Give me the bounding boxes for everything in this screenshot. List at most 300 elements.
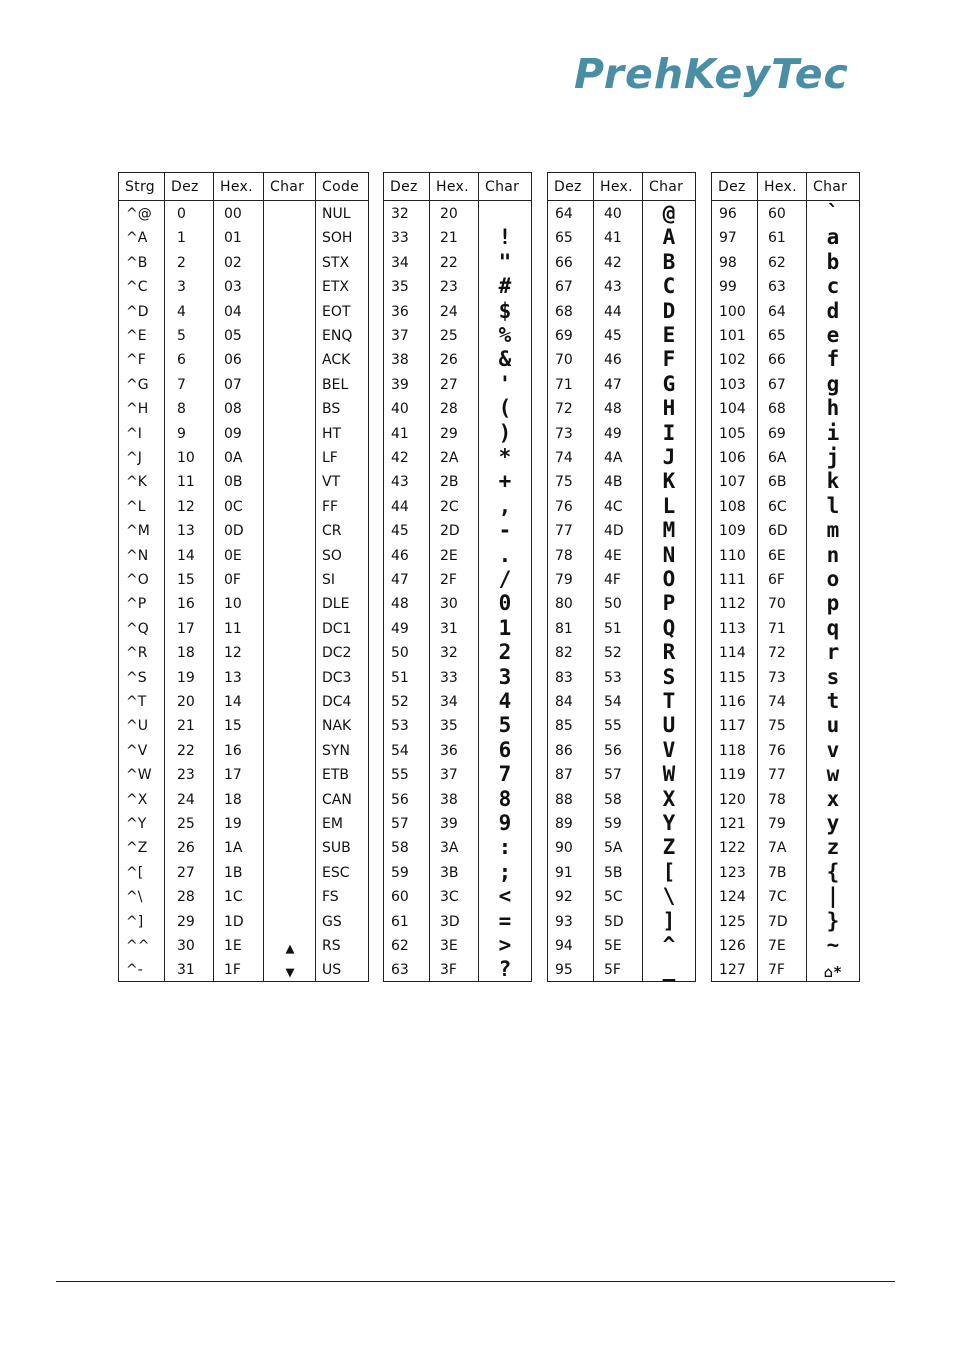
hex-cell: 4A [604, 450, 623, 466]
char-glyph: , [498, 493, 512, 518]
hex-cell: 56 [604, 742, 622, 759]
dez-cell: 38 [391, 352, 409, 369]
table-row [712, 495, 859, 519]
column-header: Dez [171, 179, 199, 195]
hex-cell: 57 [604, 767, 622, 784]
table-row [384, 348, 531, 372]
code-cell: SI [322, 572, 336, 588]
hex-cell: 3C [440, 889, 459, 906]
char-glyph: ` [826, 201, 840, 225]
hex-cell: 49 [604, 425, 622, 442]
dez-cell: 119 [719, 767, 746, 784]
hex-cell: 4C [604, 498, 623, 515]
ascii-table-4 [711, 172, 860, 982]
char-glyph: ! [498, 225, 512, 250]
char-glyph: ▲ [285, 939, 295, 957]
hex-cell: 3B [440, 864, 459, 881]
hex-cell: 79 [768, 816, 786, 832]
dez-cell: 20 [177, 694, 195, 710]
strg-cell: ^E [126, 328, 147, 344]
column-header: Dez [718, 179, 746, 195]
hex-cell: 2C [440, 498, 459, 515]
dez-cell: 32 [391, 206, 409, 222]
dez-cell: 15 [177, 572, 195, 588]
hex-cell: 59 [604, 816, 622, 832]
char-glyph: K [662, 469, 676, 494]
char-glyph: M [662, 518, 676, 543]
code-cell: SOH [322, 230, 353, 247]
hex-cell: 5F [604, 962, 621, 979]
char-glyph: 1 [498, 615, 512, 640]
char-glyph: b [826, 249, 840, 274]
char-glyph: g [826, 371, 840, 396]
hex-cell: 1C [224, 889, 243, 906]
dez-cell: 114 [719, 645, 746, 662]
table-header [384, 173, 531, 201]
column-header: Char [270, 179, 305, 195]
table-row [548, 275, 695, 299]
hex-cell: 73 [768, 669, 786, 686]
dez-cell: 88 [555, 791, 573, 808]
table-row [712, 446, 859, 470]
table-row [119, 568, 368, 592]
char-glyph: Z [662, 835, 676, 860]
strg-cell: ^[ [126, 864, 144, 881]
table-row [548, 861, 695, 885]
dez-cell: 100 [719, 303, 746, 320]
strg-cell: ^J [126, 450, 142, 466]
hex-cell: 37 [440, 767, 458, 784]
hex-cell: 1D [224, 913, 244, 930]
table-row [384, 934, 531, 958]
char-glyph: 2 [498, 640, 512, 665]
strg-cell: ^F [126, 352, 146, 369]
dez-cell: 123 [719, 864, 746, 881]
dez-cell: 124 [719, 889, 746, 906]
dez-cell: 10 [177, 450, 195, 466]
table-row [548, 226, 695, 250]
dez-cell: 103 [719, 376, 746, 393]
table-row [712, 714, 859, 738]
table-row [548, 910, 695, 934]
hex-cell: 36 [440, 742, 458, 759]
dez-cell: 18 [177, 645, 195, 662]
dez-cell: 42 [391, 450, 409, 466]
dez-cell: 85 [555, 718, 573, 735]
table-row [548, 617, 695, 641]
table-row [384, 958, 531, 982]
char-glyph: s [826, 664, 840, 689]
hex-cell: 5B [604, 864, 623, 881]
table-row [384, 788, 531, 812]
table-header [712, 173, 859, 201]
char-glyph: h [826, 396, 840, 421]
dez-cell: 127 [719, 962, 746, 979]
char-glyph: N [662, 542, 676, 567]
dez-cell: 1 [177, 230, 186, 247]
char-glyph: S [662, 664, 676, 689]
table-row [119, 324, 368, 348]
dez-cell: 122 [719, 840, 746, 857]
hex-cell: 13 [224, 669, 242, 686]
hex-cell: 30 [440, 596, 458, 613]
hex-cell: 74 [768, 694, 786, 710]
code-cell: SUB [322, 840, 351, 857]
strg-cell: ^L [126, 498, 146, 515]
dez-cell: 108 [719, 498, 746, 515]
dez-cell: 51 [391, 669, 409, 686]
code-cell: LF [322, 450, 338, 466]
table-row [712, 519, 859, 543]
table-row [384, 812, 531, 836]
hex-cell: 23 [440, 279, 458, 296]
hex-cell: 51 [604, 620, 622, 637]
table-row [119, 397, 368, 421]
ascii-table-1 [118, 172, 369, 982]
hex-cell: 05 [224, 328, 242, 344]
char-glyph: ▼ [285, 963, 295, 982]
strg-cell: ^- [126, 962, 143, 979]
column-header: Char [649, 179, 684, 195]
dez-cell: 30 [177, 938, 195, 954]
dez-cell: 113 [719, 620, 746, 637]
hex-cell: 19 [224, 816, 242, 832]
table-body [119, 201, 368, 981]
table-row [119, 251, 368, 275]
char-glyph: { [826, 859, 840, 884]
hex-cell: 26 [440, 352, 458, 369]
column-header: Hex. [764, 179, 797, 195]
hex-cell: 77 [768, 767, 786, 784]
dez-cell: 81 [555, 620, 573, 637]
table-row [712, 836, 859, 860]
table-row [548, 446, 695, 470]
code-cell: VT [322, 474, 341, 491]
char-glyph: F [662, 347, 676, 372]
strg-cell: ^] [126, 913, 144, 930]
strg-cell: ^Z [126, 840, 148, 857]
char-glyph: ' [498, 371, 512, 396]
hex-cell: 4E [604, 547, 622, 564]
hex-cell: 21 [440, 230, 458, 247]
table-row [119, 422, 368, 446]
dez-cell: 49 [391, 620, 409, 637]
table-row [384, 495, 531, 519]
dez-cell: 66 [555, 254, 573, 271]
char-glyph: L [662, 493, 676, 518]
dez-cell: 84 [555, 694, 573, 710]
table-row [384, 836, 531, 860]
code-cell: DC2 [322, 645, 352, 662]
dez-cell: 93 [555, 913, 573, 930]
char-glyph: ⌂* [823, 963, 843, 982]
dez-cell: 75 [555, 474, 573, 491]
hex-cell: 06 [224, 352, 242, 369]
hex-cell: 6B [768, 474, 787, 491]
dez-cell: 41 [391, 425, 409, 442]
dez-cell: 80 [555, 596, 573, 613]
code-cell: EM [322, 816, 343, 832]
table-row [384, 641, 531, 665]
char-glyph: . [498, 542, 512, 567]
hex-cell: 17 [224, 767, 242, 784]
hex-cell: 58 [604, 791, 622, 808]
code-cell: ACK [322, 352, 351, 369]
table-row [548, 324, 695, 348]
hex-cell: 71 [768, 620, 786, 637]
char-glyph: > [498, 933, 512, 957]
table-row [119, 690, 368, 714]
dez-cell: 36 [391, 303, 409, 320]
char-glyph: G [662, 371, 676, 396]
hex-cell: 28 [440, 401, 458, 418]
strg-cell: ^T [126, 694, 147, 710]
char-glyph: 3 [498, 664, 512, 689]
table-row [384, 226, 531, 250]
hex-cell: 1A [224, 840, 243, 857]
table-row [119, 934, 368, 958]
hex-cell: 53 [604, 669, 622, 686]
dez-cell: 95 [555, 962, 573, 979]
char-glyph: ? [498, 957, 512, 982]
char-glyph: U [662, 713, 676, 738]
hex-cell: 7E [768, 938, 786, 954]
table-row [119, 958, 368, 982]
table-body [548, 201, 695, 981]
hex-cell: 6E [768, 547, 786, 564]
table-row [712, 397, 859, 421]
hex-cell: 50 [604, 596, 622, 613]
table-row [712, 226, 859, 250]
table-row [712, 324, 859, 348]
char-glyph: Y [662, 811, 676, 835]
table-row [712, 690, 859, 714]
column-header: Hex. [600, 179, 633, 195]
char-glyph: = [498, 908, 512, 933]
table-row [712, 568, 859, 592]
char-glyph: 0 [498, 591, 512, 616]
dez-cell: 111 [719, 572, 746, 588]
hex-cell: 2A [440, 450, 459, 466]
hex-cell: 0A [224, 450, 243, 466]
table-row [119, 910, 368, 934]
code-cell: ENQ [322, 328, 353, 344]
hex-cell: 7B [768, 864, 787, 881]
table-body [384, 201, 531, 981]
hex-cell: 60 [768, 206, 786, 222]
hex-cell: 6C [768, 498, 787, 515]
dez-cell: 125 [719, 913, 746, 930]
dez-cell: 45 [391, 523, 409, 540]
char-glyph: d [826, 298, 840, 323]
hex-cell: 55 [604, 718, 622, 735]
column-header: Dez [554, 179, 582, 195]
table-row [384, 861, 531, 885]
table-row [384, 617, 531, 641]
hex-cell: 65 [768, 328, 786, 344]
hex-cell: 38 [440, 791, 458, 808]
char-glyph: ( [498, 396, 512, 421]
dez-cell: 106 [719, 450, 746, 466]
strg-cell: ^R [126, 645, 148, 662]
table-row [548, 690, 695, 714]
code-cell: SYN [322, 742, 350, 759]
char-glyph: u [826, 713, 840, 738]
table-row [119, 275, 368, 299]
table-row [119, 666, 368, 690]
char-glyph: t [826, 689, 840, 713]
char-glyph: 5 [498, 713, 512, 738]
dez-cell: 21 [177, 718, 195, 735]
table-row [384, 470, 531, 494]
char-glyph: w [826, 762, 840, 787]
table-row [712, 422, 859, 446]
strg-cell: ^I [126, 425, 142, 442]
dez-cell: 116 [719, 694, 746, 710]
table-row [712, 885, 859, 909]
hex-cell: 29 [440, 425, 458, 442]
dez-cell: 65 [555, 230, 573, 247]
table-row [712, 275, 859, 299]
table-row [119, 788, 368, 812]
dez-cell: 59 [391, 864, 409, 881]
table-row [384, 910, 531, 934]
table-row [384, 544, 531, 568]
char-glyph: D [662, 298, 676, 323]
dez-cell: 34 [391, 254, 409, 271]
hex-cell: 62 [768, 254, 786, 271]
table-row [712, 934, 859, 958]
dez-cell: 90 [555, 840, 573, 857]
dez-cell: 50 [391, 645, 409, 662]
char-glyph: ) [498, 420, 512, 445]
hex-cell: 52 [604, 645, 622, 662]
char-glyph: l [826, 493, 840, 518]
dez-cell: 121 [719, 816, 746, 832]
table-row [119, 714, 368, 738]
char-glyph: ^ [662, 933, 676, 957]
dez-cell: 104 [719, 401, 746, 418]
hex-cell: 18 [224, 791, 242, 808]
table-row [712, 470, 859, 494]
hex-cell: 33 [440, 669, 458, 686]
column-header: Char [485, 179, 520, 195]
table-row [384, 373, 531, 397]
dez-cell: 68 [555, 303, 573, 320]
table-row [712, 641, 859, 665]
table-row [548, 422, 695, 446]
hex-cell: 61 [768, 230, 786, 247]
hex-cell: 0E [224, 547, 242, 564]
char-glyph: 4 [498, 689, 512, 713]
char-glyph: B [662, 249, 676, 274]
dez-cell: 96 [719, 206, 737, 222]
column-header: Hex. [436, 179, 469, 195]
hex-cell: 35 [440, 718, 458, 735]
column-header: Dez [390, 179, 418, 195]
code-cell: NUL [322, 206, 351, 222]
dez-cell: 48 [391, 596, 409, 613]
table-row [384, 422, 531, 446]
dez-cell: 9 [177, 425, 186, 442]
table-row [384, 714, 531, 738]
char-glyph: 8 [498, 786, 512, 811]
char-glyph: $ [498, 298, 512, 323]
table-row [119, 885, 368, 909]
code-cell: STX [322, 254, 350, 271]
table-row [712, 739, 859, 763]
dez-cell: 47 [391, 572, 409, 588]
code-cell: NAK [322, 718, 352, 735]
code-cell: CR [322, 523, 342, 540]
dez-cell: 87 [555, 767, 573, 784]
char-glyph: A [662, 225, 676, 250]
char-glyph: # [498, 274, 512, 299]
hex-cell: 07 [224, 376, 242, 393]
hex-cell: 1F [224, 962, 241, 979]
char-glyph: < [498, 884, 512, 909]
dez-cell: 94 [555, 938, 573, 954]
table-row [712, 763, 859, 787]
dez-cell: 89 [555, 816, 573, 832]
dez-cell: 13 [177, 523, 195, 540]
dez-cell: 28 [177, 889, 195, 906]
table-row [119, 446, 368, 470]
hex-cell: 72 [768, 645, 786, 662]
hex-cell: 44 [604, 303, 622, 320]
hex-cell: 41 [604, 230, 622, 247]
char-glyph: / [498, 567, 512, 591]
hex-cell: 5A [604, 840, 623, 857]
table-row [384, 202, 531, 226]
strg-cell: ^D [126, 303, 149, 320]
dez-cell: 52 [391, 694, 409, 710]
table-row [384, 397, 531, 421]
dez-cell: 46 [391, 547, 409, 564]
char-glyph: 9 [498, 811, 512, 835]
dez-cell: 78 [555, 547, 573, 564]
hex-cell: 6F [768, 572, 785, 588]
hex-cell: 1B [224, 864, 243, 881]
dez-cell: 17 [177, 620, 195, 637]
dez-cell: 5 [177, 328, 186, 344]
char-glyph: v [826, 737, 840, 762]
hex-cell: 27 [440, 376, 458, 393]
strg-cell: ^C [126, 279, 148, 296]
table-row [712, 666, 859, 690]
footer-divider [56, 1281, 895, 1282]
dez-cell: 110 [719, 547, 746, 564]
hex-cell: 4B [604, 474, 623, 491]
strg-cell: ^\ [126, 889, 143, 906]
dez-cell: 109 [719, 523, 746, 540]
hex-cell: 5C [604, 889, 623, 906]
hex-cell: 15 [224, 718, 242, 735]
dez-cell: 2 [177, 254, 186, 271]
code-cell: RS [322, 938, 341, 954]
table-row [548, 470, 695, 494]
dez-cell: 53 [391, 718, 409, 735]
table-row [548, 568, 695, 592]
hex-cell: 3E [440, 938, 458, 954]
table-row [119, 592, 368, 616]
dez-cell: 79 [555, 572, 573, 588]
column-header: Strg [125, 179, 155, 195]
table-row [384, 592, 531, 616]
char-glyph: O [662, 567, 676, 591]
table-row [384, 324, 531, 348]
hex-cell: 14 [224, 694, 242, 710]
